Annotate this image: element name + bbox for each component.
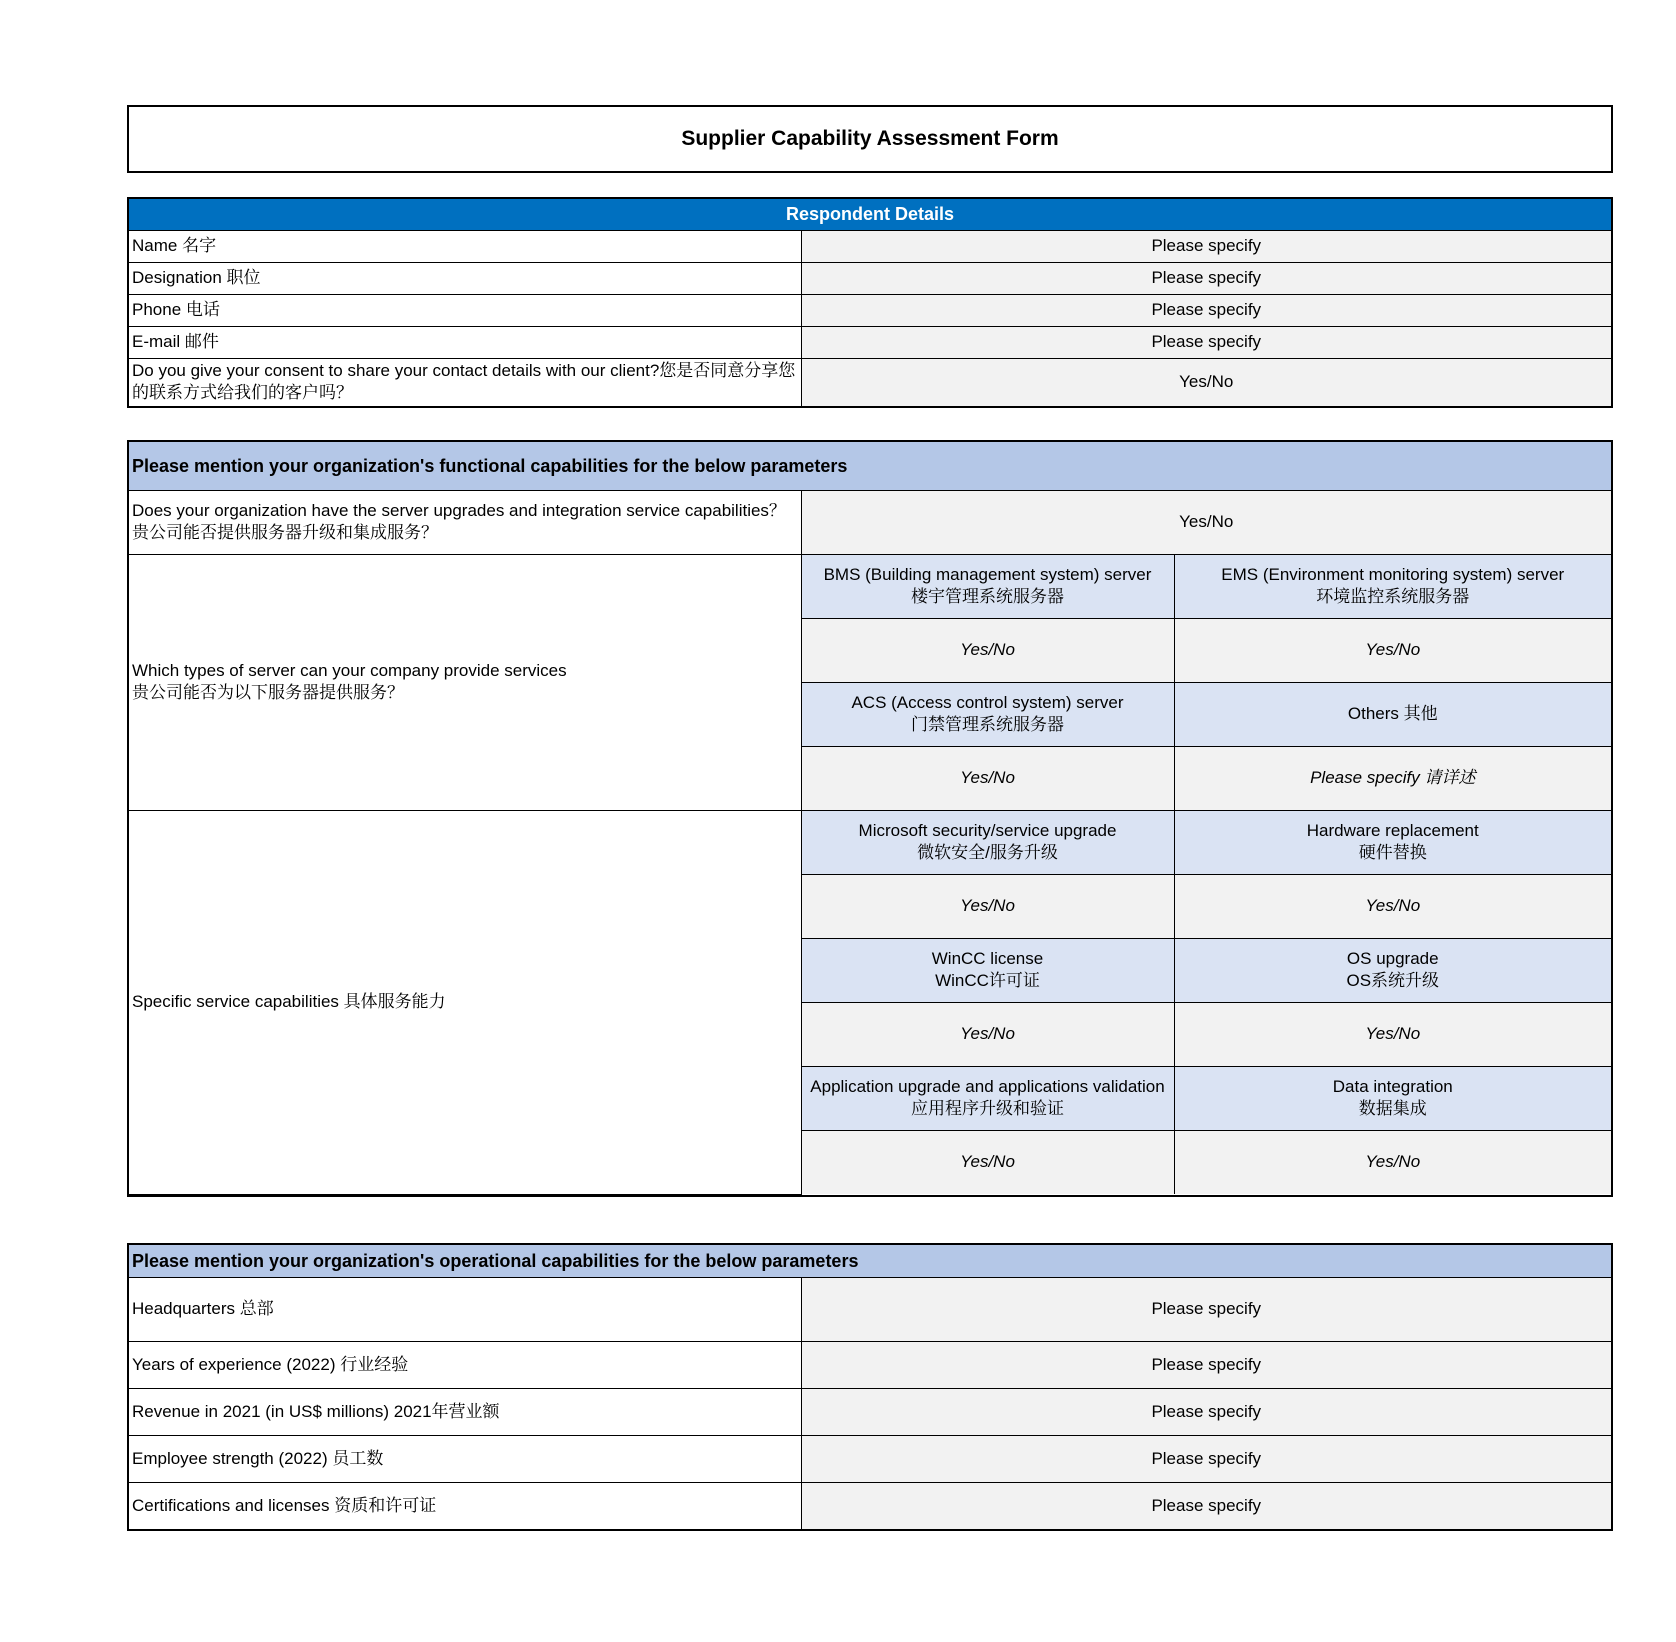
wincc-license-answer[interactable]: Yes/No [801,1002,1174,1066]
os-upgrade-en: OS upgrade [1346,949,1439,968]
respondent-details-section [127,197,1613,408]
app-upgrade-answer[interactable]: Yes/No [801,1130,1174,1194]
data-integration-answer[interactable]: Yes/No [1174,1130,1611,1194]
ems-server-en: EMS (Environment monitoring system) server [1221,565,1565,584]
ems-server-answer[interactable]: Yes/No [1174,618,1611,682]
certifications-field[interactable]: Please specify [801,1482,1611,1529]
os-upgrade-option [1174,938,1611,1002]
others-server-en: Others 其他 [1347,704,1438,723]
page-title: Supplier Capability Assessment Form [681,127,1059,150]
form-title-box [127,105,1613,173]
ms-security-upgrade-answer[interactable]: Yes/No [801,874,1174,938]
email-field[interactable]: Please specify [801,326,1611,358]
server-types-label [129,554,801,810]
ms-security-upgrade-option [801,810,1174,874]
server-types-label-en: Which types of server can your company provide services [132,661,567,680]
ms-security-upgrade-en: Microsoft security/service upgrade [858,821,1117,840]
server-types-label-zh: 贵公司能否为以下服务器提供服务？ [132,683,404,702]
hardware-replacement-zh: 硬件替换 [1358,843,1427,862]
specific-capabilities-label: Specific service capabilities 具体服务能力 [129,810,801,1194]
data-integration-zh: 数据集成 [1358,1099,1427,1118]
respondent-header: Respondent Details [129,199,1611,230]
functional-capabilities-section [127,440,1613,1197]
employee-strength-label: Employee strength (2022) 员工数 [129,1435,801,1482]
wincc-license-zh: WinCC许可证 [935,971,1040,990]
headquarters-field[interactable]: Please specify [801,1277,1611,1341]
name-label: Name 名字 [129,230,801,262]
headquarters-label: Headquarters 总部 [129,1277,801,1341]
hardware-replacement-answer[interactable]: Yes/No [1174,874,1611,938]
bms-server-answer[interactable]: Yes/No [801,618,1174,682]
wincc-license-option [801,938,1174,1002]
designation-label: Designation 职位 [129,262,801,294]
functional-table [129,442,1611,1195]
acs-server-en: ACS (Access control system) server [851,693,1124,712]
os-upgrade-zh: OS系统升级 [1346,971,1440,990]
hardware-replacement-option [1174,810,1611,874]
others-server-answer[interactable]: Please specify 请详述 [1174,746,1611,810]
revenue-field[interactable]: Please specify [801,1388,1611,1435]
os-upgrade-answer[interactable]: Yes/No [1174,1002,1611,1066]
revenue-label: Revenue in 2021 (in US$ millions) 2021年营业额 [129,1388,801,1435]
app-upgrade-en: Application upgrade and applications validation [810,1077,1165,1096]
acs-server-option [801,682,1174,746]
ms-security-upgrade-zh: 微软安全/服务升级 [917,843,1058,862]
consent-field[interactable]: Yes/No [801,358,1611,406]
consent-label: Do you give your consent to share your contact details with our client?您是否同意分享您的联系方式给我们的客户吗？ [129,358,801,406]
upgrade-question-label [129,490,801,554]
experience-label: Years of experience (2022) 行业经验 [129,1341,801,1388]
phone-label: Phone 电话 [129,294,801,326]
ems-server-zh: 环境监控系统服务器 [1316,587,1470,606]
certifications-label: Certifications and licenses 资质和许可证 [129,1482,801,1529]
employee-strength-field[interactable]: Please specify [801,1435,1611,1482]
designation-field[interactable]: Please specify [801,262,1611,294]
acs-server-zh: 门禁管理系统服务器 [911,715,1064,734]
data-integration-en: Data integration [1332,1077,1453,1096]
hardware-replacement-en: Hardware replacement [1306,821,1479,840]
wincc-license-en: WinCC license [931,949,1044,968]
email-label: E-mail 邮件 [129,326,801,358]
others-server-option [1174,682,1611,746]
bms-server-zh: 楼宇管理系统服务器 [911,587,1064,606]
operational-header: Please mention your organization's operational capabilities for the below parameters [129,1245,1611,1277]
data-integration-option [1174,1066,1611,1130]
phone-field[interactable]: Please specify [801,294,1611,326]
respondent-table [129,199,1611,406]
ems-server-option [1174,554,1611,618]
upgrade-question-zh: 贵公司能否提供服务器升级和集成服务？ [132,523,438,542]
upgrade-question-field[interactable]: Yes/No [801,490,1611,554]
name-field[interactable]: Please specify [801,230,1611,262]
bms-server-en: BMS (Building management system) server [823,565,1152,584]
bms-server-option [801,554,1174,618]
app-upgrade-zh: 应用程序升级和验证 [911,1099,1064,1118]
experience-field[interactable]: Please specify [801,1341,1611,1388]
operational-capabilities-section [127,1243,1613,1531]
acs-server-answer[interactable]: Yes/No [801,746,1174,810]
upgrade-question-en: Does your organization have the server upgrades and integration service capabilities？ [132,501,786,520]
operational-table [129,1245,1611,1529]
functional-header: Please mention your organization's functional capabilities for the below parameters [129,442,1611,490]
app-upgrade-option [801,1066,1174,1130]
